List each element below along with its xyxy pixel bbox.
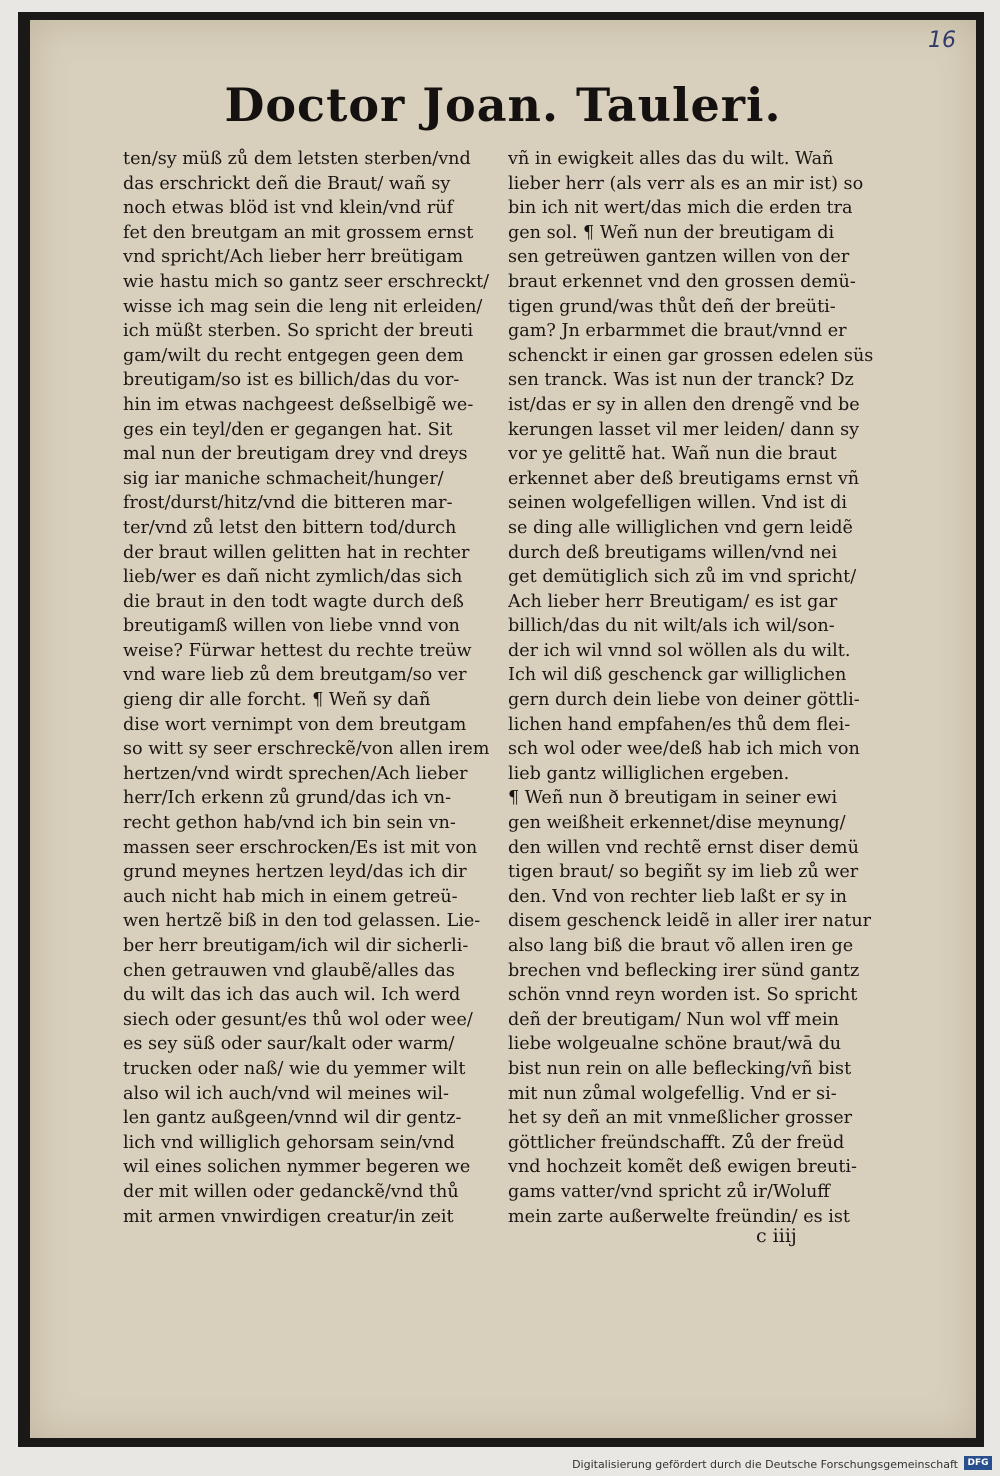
funding-note: Digitalisierung gefördert durch die Deutsche Forschungsgemeinschaft xyxy=(572,1458,958,1471)
text-line: den willen vnd rechtẽ ernst diser demü xyxy=(508,837,859,858)
text-line: breutigamß willen von liebe vnnd von xyxy=(123,616,460,637)
text-line: schenckt ir einen gar grossen edelen süs xyxy=(508,345,874,366)
text-line: Ach lieber herr Breutigam/ es ist gar xyxy=(508,591,838,612)
text-line: wie hastu mich so gantz seer erschreckt/ xyxy=(123,271,490,292)
text-line: so witt sy seer erschreckẽ/von allen irem xyxy=(123,739,490,760)
text-line: gieng dir alle forcht. ¶ Weñ sy dañ xyxy=(123,690,431,711)
text-line: vnd ware lieb zů dem breutgam/so ver xyxy=(123,665,467,686)
text-line: sch wol oder wee/deß hab ich mich von xyxy=(508,739,860,760)
text-line: ich müßt sterben. So spricht der breuti xyxy=(123,321,474,342)
text-line: gam/wilt du recht entgegen geen dem xyxy=(123,345,464,366)
text-line: ges ein teyl/den er gegangen hat. Sit xyxy=(123,419,453,440)
text-line: kerungen lasset vil mer leiden/ dann sy xyxy=(508,419,860,440)
text-line: massen seer erschrocken/Es ist mit von xyxy=(123,837,478,858)
text-line: grund meynes hertzen leyd/das ich dir xyxy=(123,862,467,883)
text-line: erkennet aber deß breutigams ernst vñ xyxy=(508,468,860,489)
right-text-column xyxy=(508,147,876,1229)
text-line: göttlicher freündschafft. Zů der freüd xyxy=(508,1132,845,1153)
text-line: vor ye gelittẽ hat. Wañ nun die braut xyxy=(508,444,837,465)
text-line: het sy deñ an mit vnmeßlicher grosser xyxy=(508,1108,853,1129)
text-line: sig iar maniche schmacheit/hunger/ xyxy=(123,468,444,489)
text-line: recht gethon hab/vnd ich bin sein vn- xyxy=(123,813,456,834)
text-line: ter/vnd zů letst den bittern tod/durch xyxy=(123,517,457,538)
text-line: se ding alle williglichen vnd gern leidẽ xyxy=(508,517,853,538)
text-line: gen weißheit erkennet/dise meynung/ xyxy=(508,813,846,834)
text-line: der ich wil vnnd sol wöllen als du wilt. xyxy=(508,640,851,661)
text-line: du wilt das ich das auch wil. Ich werd xyxy=(123,985,461,1006)
signature-mark: c iiij xyxy=(756,1225,797,1247)
text-line: mit nun zůmal wolgefellig. Vnd er si- xyxy=(508,1083,837,1104)
text-line: gen sol. ¶ Weñ nun der breutigam di xyxy=(508,222,835,243)
text-line: ber herr breutigam/ich wil dir sicherli- xyxy=(123,936,469,956)
text-line: also wil ich auch/vnd wil meines wil- xyxy=(123,1083,449,1104)
text-line: mal nun der breutigam drey vnd dreys xyxy=(123,444,468,465)
text-line: hin im etwas nachgeest deßselbigẽ we- xyxy=(123,394,474,415)
text-line: chen getrauwen vnd glaubẽ/alles das xyxy=(123,960,455,981)
text-line: len gantz außgeen/vnnd wil dir gentz- xyxy=(123,1108,462,1129)
text-line: weise? Fürwar hettest du rechte treüw xyxy=(123,640,472,661)
text-line: wisse ich mag sein die leng nit erleiden/ xyxy=(123,296,483,317)
text-line: brechen vnd beflecking irer sünd gantz xyxy=(508,960,860,981)
text-line: breutigam/so ist es billich/das du vor- xyxy=(123,370,460,391)
text-line: trucken oder naß/ wie du yemmer wilt xyxy=(123,1058,466,1079)
text-line: siech oder gesunt/es thů wol oder wee/ xyxy=(123,1009,473,1030)
text-line: noch etwas blöd ist vnd klein/vnd rüf xyxy=(123,198,454,219)
text-line: braut erkennet vnd den grossen demü- xyxy=(508,271,856,292)
text-line: also lang biß die braut võ allen iren ge xyxy=(508,936,854,956)
footer-bar xyxy=(0,1452,1000,1476)
text-line: tigen grund/was thůt deñ der breüti- xyxy=(508,296,836,317)
text-line: frost/durst/hitz/vnd die bitteren mar- xyxy=(123,493,453,514)
text-line: der braut willen gelitten hat in rechter xyxy=(123,542,470,563)
text-line: gam? Jn erbarmmet die braut/vnnd er xyxy=(508,321,847,342)
dfg-logo: DFG xyxy=(964,1456,992,1470)
text-line: der mit willen oder gedanckẽ/vnd thů xyxy=(123,1181,459,1202)
text-line: den. Vnd von rechter lieb laßt er sy in xyxy=(508,886,848,907)
text-line: vñ in ewigkeit alles das du wilt. Wañ xyxy=(508,149,834,169)
text-line: tigen braut/ so begiñt sy im lieb zů wer xyxy=(508,862,859,883)
text-line: lieber herr (als verr als es an mir ist) so xyxy=(508,173,864,194)
text-line: lieb gantz williglichen ergeben. xyxy=(508,763,790,784)
text-line: mein zarte außerwelte freündin/ es ist xyxy=(508,1206,850,1227)
text-line: schön vnnd reyn worden ist. So spricht xyxy=(508,985,858,1006)
text-line: ¶ Weñ nun ð breutigam in seiner ewi xyxy=(508,788,838,809)
text-line: liebe wolgeualne schöne braut/wā du xyxy=(508,1034,842,1055)
text-line: Ich wil diß geschenck gar williglichen xyxy=(508,665,847,686)
text-line: herr/Ich erkenn zů grund/das ich vn- xyxy=(123,788,452,809)
text-line: billich/das du nit wilt/als ich wil/son- xyxy=(508,616,835,637)
text-line: lieb/wer es dañ nicht zymlich/das sich xyxy=(123,567,463,588)
text-line: ten/sy müß zů dem letsten sterben/vnd xyxy=(123,149,471,169)
text-line: sen tranck. Was ist nun der tranck? Dz xyxy=(508,370,854,391)
text-line: gern durch dein liebe von deiner göttli- xyxy=(508,690,860,711)
text-line: get demütiglich sich zů im vnd spricht/ xyxy=(508,567,857,588)
text-line: bist nun rein on alle beflecking/vñ bist xyxy=(508,1058,852,1079)
text-line: die braut in den todt wagte durch deß xyxy=(123,591,464,612)
running-head: Doctor Joan. Tauleri. xyxy=(224,78,782,132)
text-line: gams vatter/vnd spricht zů ir/Woluff xyxy=(508,1181,830,1202)
text-line: hertzen/vnd wirdt sprechen/Ach lieber xyxy=(123,763,468,784)
text-line: es sey süß oder saur/kalt oder warm/ xyxy=(123,1034,455,1055)
text-line: vnd spricht/Ach lieber herr breütigam xyxy=(123,247,464,268)
text-line: lich vnd williglich gehorsam sein/vnd xyxy=(123,1132,455,1153)
text-line: fet den breutgam an mit grossem ernst xyxy=(123,222,474,243)
text-line: dise wort vernimpt von dem breutgam xyxy=(123,714,467,735)
text-line: das erschrickt deñ die Braut/ wañ sy xyxy=(123,173,451,194)
folio-number: 16 xyxy=(928,28,956,53)
text-line: vnd hochzeit komẽt deß ewigen breuti- xyxy=(508,1157,857,1178)
text-line: lichen hand empfahen/es thů dem flei- xyxy=(508,714,851,735)
text-line: deñ der breutigam/ Nun wol vff mein xyxy=(508,1009,839,1030)
text-line: durch deß breutigams willen/vnd nei xyxy=(508,542,838,563)
book-page xyxy=(30,20,976,1438)
text-line: ist/das er sy in allen den drengẽ vnd be xyxy=(508,394,860,415)
text-line: bin ich nit wert/das mich die erden tra xyxy=(508,198,853,219)
text-line: sen getreüwen gantzen willen von der xyxy=(508,247,850,268)
text-line: mit armen vnwirdigen creatur/in zeit xyxy=(123,1206,454,1227)
left-text-column xyxy=(123,147,491,1229)
text-line: seinen wolgefelligen willen. Vnd ist di xyxy=(508,493,848,514)
text-line: wil eines solichen nymmer begeren we xyxy=(123,1157,471,1178)
text-line: auch nicht hab mich in einem getreü- xyxy=(123,886,458,907)
text-line: disem geschenck leidẽ in aller irer natur xyxy=(508,911,872,932)
text-line: wen hertzẽ biß in den tod gelassen. Lie- xyxy=(123,911,481,932)
